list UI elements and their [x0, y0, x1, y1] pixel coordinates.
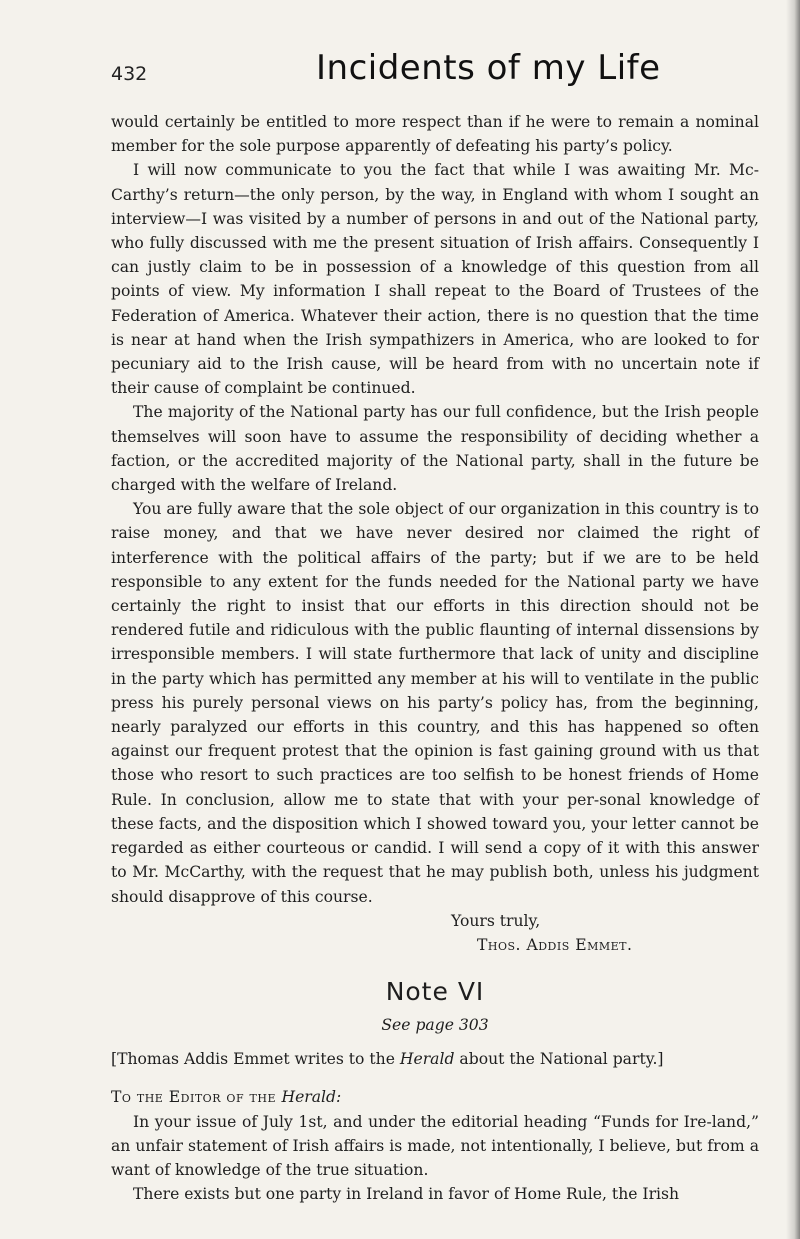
running-title: Incidents of my Life	[316, 48, 661, 88]
note-salutation	[111, 1085, 759, 1109]
letter-closing: Yours truly,	[451, 911, 541, 930]
letter-paragraph: would certainly be entitled to more respect than if he were to remain a nominal member for the sole purpose apparently of defeating his party’s policy.	[111, 113, 759, 156]
salutation-newspaper: Herald:	[281, 1088, 342, 1107]
page-header	[111, 48, 751, 92]
salutation-text: To the Editor of the	[111, 1088, 282, 1107]
note-remark-text: about the National party.]	[454, 1050, 664, 1069]
note-remark-newspaper: Herald	[399, 1050, 455, 1069]
note-paragraph: In your issue of July 1st, and under the editorial heading “Funds for Ire-land,” an unfair statement of Irish affairs is made, not intentionally, I believe, but from a want of knowledge of the true situation.	[111, 1112, 759, 1179]
page-number: 432	[111, 63, 148, 85]
letter-paragraph: You are fully aware that the sole object of our organization in this country is to raise money, and that we have never desired nor claimed the right of interference with the political affairs of the party; but if we are to be held responsible to any extent for the funds needed for the National party we have certainly the right to insist that our efforts in this direction should not be rendered futile and ridiculous with the public flaunting of internal dissensions by irresponsible members. I will state furthermore that lack of unity and discipline in the party which has permitted any member at his will to ventilate in the public press his purely personal views on his party’s policy has, from the beginning, nearly paralyzed our efforts in this country, and this has happened so often against our frequent protest that the opinion is fast gaining ground with us that those who resort to such practices are too selfish to be honest friends of Home Rule. In conclusion, allow me to state that with your per-sonal knowledge of these facts, and the disposition which I showed toward you, your letter cannot be regarded as either courteous or candid. I will send a copy of it with this answer to Mr. McCarthy, with the request that he may publish both, unless his judgment should disapprove of this course.	[111, 500, 759, 906]
letter-paragraph: The majority of the National party has our full confidence, but the Irish people themselves will soon have to assume the responsibility of deciding whether a faction, or the accredited majority of the National party, shall in the future be charged with the welfare of Ireland.	[111, 403, 759, 495]
page-edge-shadow	[786, 0, 800, 1239]
letter-paragraph: I will now communicate to you the fact that while I was awaiting Mr. Mc-Carthy’s return—the only person, by the way, in England with whom I sought an interview—I was visited by a number of persons in and out of the National party, who fully discussed with me the present situation of Irish affairs. Consequently I can justly claim to be in possession of a knowledge of this question from all points of view. My information I shall repeat to the Board of Trustees of the Federation of America. Whatever their action, there is no question that the time is near at hand when the Irish sympathizers in America, who are looked to for pecuniary aid to the Irish cause, will be heard from with no uncertain note if their cause of complaint be continued.	[111, 161, 759, 398]
note-page-reference: See page 303	[381, 1016, 489, 1035]
note-text	[111, 1110, 759, 1207]
letter-signature: Thos. Addis Emmet.	[477, 935, 633, 954]
note-paragraph: There exists but one party in Ireland in favor of Home Rule, the Irish	[133, 1185, 680, 1204]
note-heading: Note VI	[385, 977, 485, 1007]
page-body	[111, 110, 759, 1206]
note-editorial-remark	[111, 1047, 759, 1071]
letter-text	[111, 110, 759, 909]
note-remark-text: [Thomas Addis Emmet writes to the	[111, 1050, 400, 1069]
